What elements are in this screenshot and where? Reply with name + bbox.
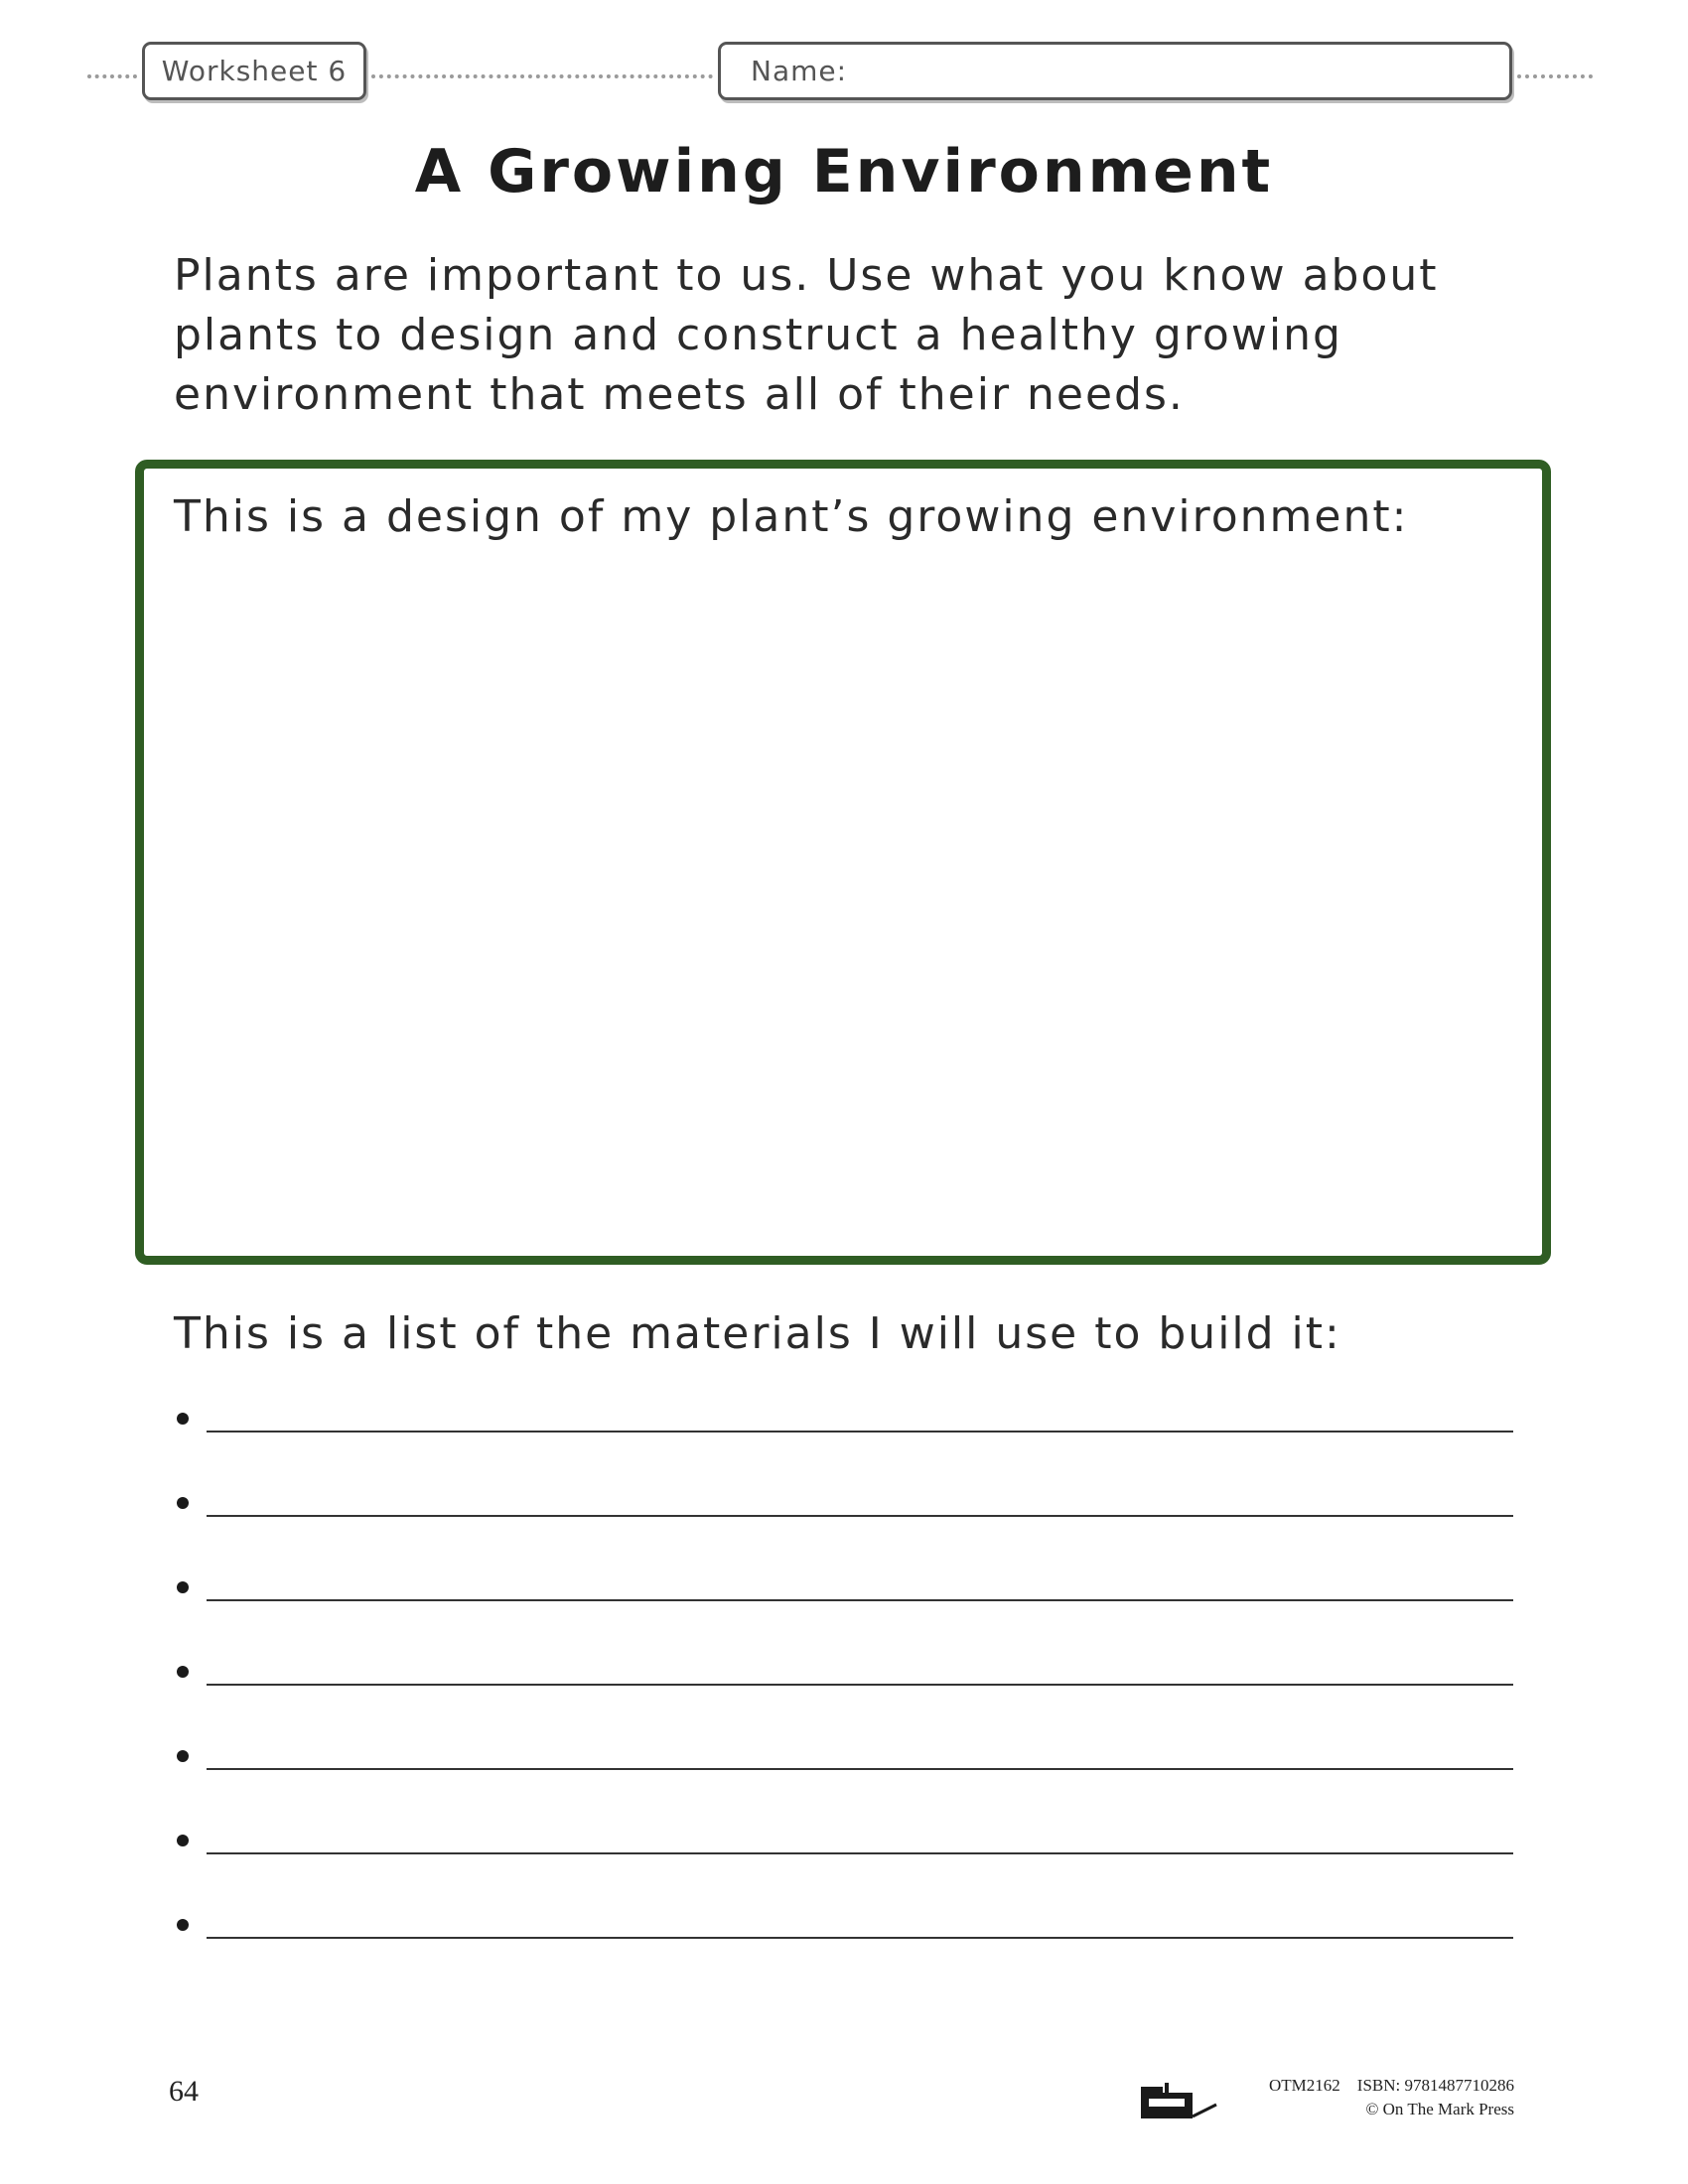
dotted-rule-right [1517, 74, 1593, 78]
footer-publisher-info [1182, 2074, 1514, 2121]
worksheet-label: Worksheet 6 [161, 55, 348, 87]
copyright: © On The Mark Press [1365, 2100, 1514, 2118]
design-label: This is a design of my plant’s growing environment: [174, 491, 1409, 542]
materials-answer-line[interactable] [207, 1599, 1513, 1601]
bullet-icon [177, 1413, 189, 1425]
name-field[interactable] [718, 42, 1512, 100]
product-code: OTM2162 [1269, 2076, 1340, 2095]
materials-answer-line[interactable] [207, 1852, 1513, 1854]
name-label: Name: [751, 55, 848, 87]
dotted-rule-middle [371, 74, 713, 78]
materials-label: This is a list of the materials I will use to build it: [174, 1308, 1341, 1359]
isbn: ISBN: 9781487710286 [1356, 2076, 1514, 2095]
materials-answer-line[interactable] [207, 1937, 1513, 1939]
bullet-icon [177, 1750, 189, 1762]
materials-answer-line[interactable] [207, 1515, 1513, 1517]
bullet-icon [177, 1835, 189, 1846]
page-number: 64 [169, 2075, 199, 2108]
footer-code-line [1182, 2074, 1514, 2098]
design-drawing-area[interactable] [135, 460, 1551, 1265]
intro-paragraph: Plants are important to us. Use what you know about plants to design and construct a healthy growing environment that meets all of their needs. [174, 250, 1439, 420]
materials-answer-line[interactable] [207, 1684, 1513, 1686]
materials-answer-line[interactable] [207, 1768, 1513, 1770]
bullet-icon [177, 1497, 189, 1509]
materials-answer-line[interactable] [207, 1431, 1513, 1433]
bullet-icon [177, 1581, 189, 1593]
bullet-icon [177, 1919, 189, 1931]
page-title: A Growing Environment [414, 137, 1274, 206]
worksheet-tab [142, 42, 366, 100]
dotted-rule-left [87, 74, 137, 78]
bullet-icon [177, 1666, 189, 1678]
